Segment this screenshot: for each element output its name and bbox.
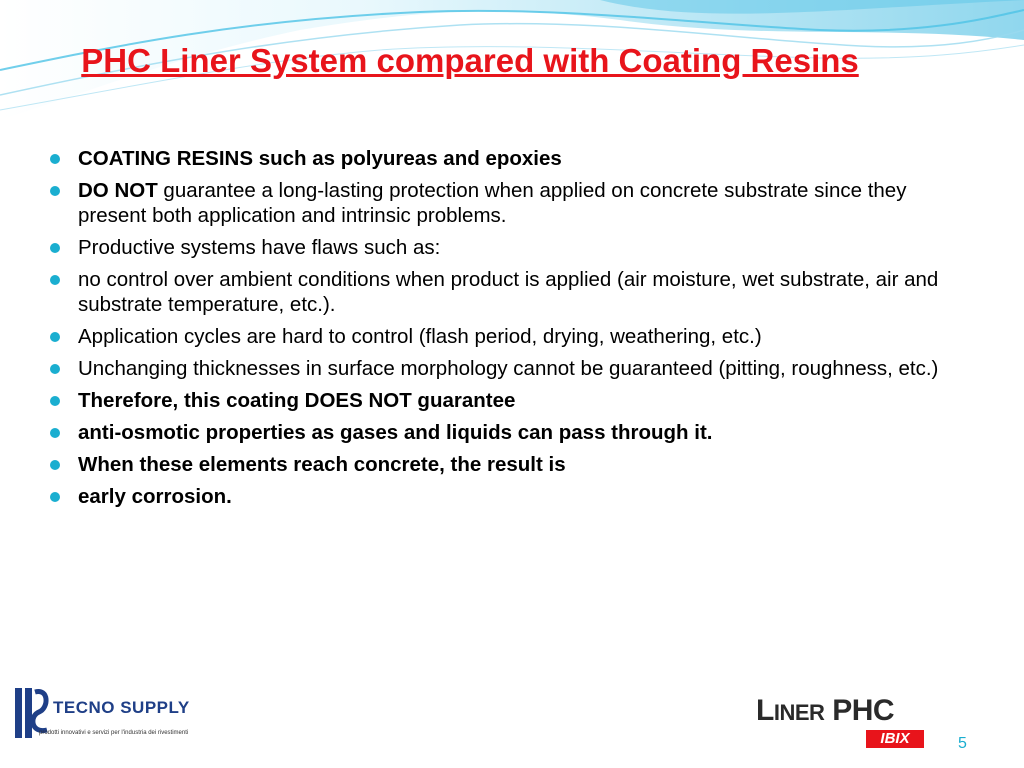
- bullet-bold-text: COATING RESINS such as polyureas and epoxies: [78, 147, 562, 170]
- bullet-dot-icon: [50, 428, 60, 438]
- page-number: 5: [958, 735, 967, 752]
- bullet-item: [48, 356, 968, 381]
- tecno-supply-tagline: prodotti innovativi e servizi per l'industria dei rivestimenti: [39, 730, 189, 736]
- slide-title: PHC Liner System compared with Coating Resins: [81, 42, 859, 79]
- bullet-text: Productive systems have flaws such as:: [78, 236, 441, 259]
- tecno-supply-logo: [9, 678, 190, 750]
- liner-rest-letters: INER: [773, 700, 825, 725]
- bullet-bold-text: anti-osmotic properties as gases and liquids can pass through it.: [78, 421, 713, 444]
- bullet-text: Application cycles are hard to control (flash period, drying, weathering, etc.): [78, 325, 762, 348]
- bullet-item: [48, 267, 968, 317]
- bullet-dot-icon: [50, 243, 60, 253]
- bullet-list: [48, 146, 968, 516]
- bullet-dot-icon: [50, 332, 60, 342]
- bullet-item: [48, 452, 968, 477]
- bullet-item: [48, 420, 968, 445]
- bullet-item: [48, 324, 968, 349]
- bullet-bold-text: DO NOT: [78, 179, 158, 202]
- bullet-dot-icon: [50, 186, 60, 196]
- bullet-dot-icon: [50, 364, 60, 374]
- bullet-item: [48, 388, 968, 413]
- phc-text: PHC: [832, 694, 895, 727]
- bullet-dot-icon: [50, 492, 60, 502]
- bullet-item: [48, 484, 968, 509]
- bullet-item: [48, 178, 968, 228]
- bullet-text: no control over ambient conditions when product is applied (air moisture, wet substrate, air and substrate temperature, etc.).: [78, 268, 939, 316]
- bullet-bold-text: Therefore, this coating DOES NOT guarantee: [78, 389, 516, 412]
- bullet-dot-icon: [50, 460, 60, 470]
- liner-phc-logo: [756, 690, 931, 750]
- bullet-bold-text: When these elements reach concrete, the result is: [78, 453, 566, 476]
- bullet-dot-icon: [50, 154, 60, 164]
- bullet-item: [48, 235, 968, 260]
- bullet-dot-icon: [50, 396, 60, 406]
- bullet-text: Unchanging thicknesses in surface morphology cannot be guaranteed (pitting, roughness, etc.): [78, 357, 939, 380]
- bullet-dot-icon: [50, 275, 60, 285]
- bullet-bold-text: early corrosion.: [78, 485, 232, 508]
- liner-first-letter: L: [756, 694, 774, 727]
- tecno-supply-name: TECNO SUPPLY: [53, 698, 190, 717]
- bullet-item: [48, 146, 968, 171]
- ibix-badge: IBIX: [866, 730, 924, 748]
- bullet-text: guarantee a long-lasting protection when applied on concrete substrate since they present both application and intrinsic problems.: [78, 179, 907, 227]
- liner-phc-wordmark: [756, 694, 894, 728]
